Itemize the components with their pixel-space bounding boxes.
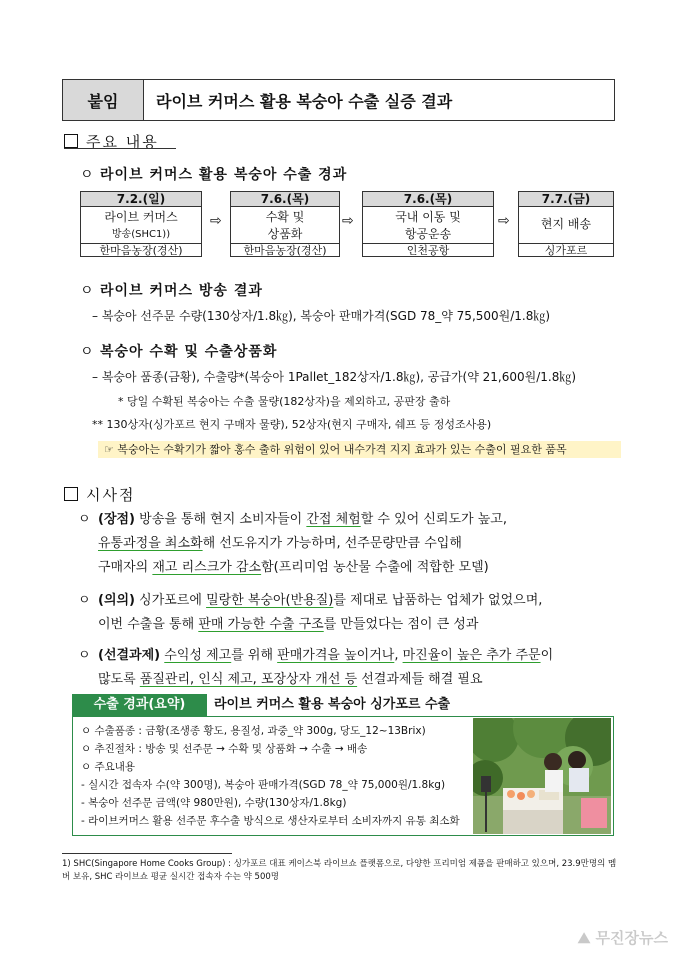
orchard-photo-illustration xyxy=(473,718,611,834)
paragraph-advantages: ㅇ (장점) 방송을 통해 현지 소비자들이 간접 체험할 수 있어 신뢰도가 높고, 유통과정을 최소화해 선도유지가 가능하며, 선주문량만큼 수입해 구매자의 재고 리스크가 감소함(프리미엄 농산물 수출에 적합한 모델) xyxy=(78,512,507,575)
summary-line: - 라이브커머스 활용 선주문 후수출 방식으로 생산자로부터 소비자까지 유통 최소화 xyxy=(81,815,460,827)
paragraph-significance: ㅇ (의의) 싱가포르에 밀랑한 복숭아(반용질)를 제대로 납품하는 업체가 없었으며, 이번 수출을 통해 판매 가능한 수출 구조를 만들었다는 점이 큰 성과 xyxy=(78,593,543,632)
summary-tag: 수출 경과(요약) xyxy=(72,694,207,716)
square-bullet-icon xyxy=(64,487,78,501)
broadcast-result-line: – 복숭아 선주문 수량(130상자/1.8㎏), 복숭아 판매가격(SGD 78_약 75,500원/1.8㎏) xyxy=(92,309,551,323)
flow-arrow-icon: ⇨ xyxy=(498,213,510,229)
footnote-divider xyxy=(62,853,232,854)
summary-line: ㅇ 수출품종 : 금황(조생종 황도, 용질성, 과중_약 300g, 당도_12~13Brix) xyxy=(81,725,426,737)
summary-line: - 복숭아 선주문 금액(약 980만원), 수량(130상자/1.8kg) xyxy=(81,797,347,809)
summary-box xyxy=(72,716,614,836)
document-header xyxy=(62,79,615,121)
harvest-footnote-1: * 당일 수확된 복숭아는 수출 물량(182상자)을 제외하고, 공판장 출하 xyxy=(118,395,451,408)
flow-step-delivery: 7.7.(금) 현지 배송 싱가포르 xyxy=(518,191,614,257)
summary-line: ㅇ 주요내용 xyxy=(81,761,136,773)
harvest-line: – 복숭아 품종(금황), 수출량*(복숭아 1Pallet_182상자/1.8㎏), 공급가(약 21,600원/1.8㎏) xyxy=(92,370,577,384)
section-main-content: 주요 내용 xyxy=(64,131,159,152)
sub-heading-export-progress: ㅇ 라이브 커머스 활용 복숭아 수출 경과 xyxy=(80,167,348,183)
attachment-tag: 붙임 xyxy=(63,80,144,120)
sub-heading-harvest: ㅇ 복숭아 수확 및 수출상품화 xyxy=(80,344,278,360)
footnote: 1) SHC(Singapore Home Cooks Group) : 싱가포르 대표 케이스북 라이브쇼 플랫폼으로, 다양한 프리미엄 제품을 판매하고 있으며, 23.9만명의 멤버 보유, SHC 라이브쇼 평균 실시간 접속자 수는 약 500명 xyxy=(62,859,617,882)
live-commerce-photo xyxy=(473,718,611,834)
summary-title: 라이브 커머스 활용 복숭아 싱가포르 수출 xyxy=(214,697,451,712)
section-underline xyxy=(64,148,176,149)
watermark-logo-icon: ⛰ xyxy=(577,929,591,947)
flow-step-transport: 7.6.(목) 국내 이동 및 항공운송 인천공항 xyxy=(362,191,494,257)
summary-line: ㅇ 추진절차 : 방송 및 선주문 → 수확 및 상품화 → 수출 → 배송 xyxy=(81,743,368,755)
sub-heading-broadcast-result: ㅇ 라이브 커머스 방송 결과 xyxy=(80,283,263,299)
paragraph-prerequisites: ㅇ (선결과제) 수익성 제고를 위해 판매가격을 높이거나, 마진율이 높은 추가 주문이 많도록 품질관리, 인식 제고, 포장상자 개선 등 선결과제들 해결 필요 xyxy=(78,648,554,687)
section-implications: 시사점 xyxy=(64,484,135,505)
summary-line: - 실시간 접속자 수(약 300명), 복숭아 판매가격(SGD 78_약 75,000원/1.8kg) xyxy=(81,779,446,791)
flow-arrow-icon: ⇨ xyxy=(342,213,354,229)
flow-step-broadcast: 7.2.(일) 라이브 커머스 방송(SHC1)) 한마음농장(경산) xyxy=(80,191,202,257)
peach-note: ☞ 복숭아는 수확기가 짧아 홍수 출하 위험이 있어 내수가격 지지 효과가 있는 수출이 필요한 품목 xyxy=(98,441,621,458)
watermark: ⛰ 무진장뉴스 xyxy=(577,929,668,947)
document-title: 라이브 커머스 활용 복숭아 수출 실증 결과 xyxy=(156,91,453,111)
export-flow-diagram xyxy=(80,191,615,257)
square-bullet-icon xyxy=(64,134,78,148)
flow-arrow-icon: ⇨ xyxy=(210,213,222,229)
harvest-footnote-2: ** 130상자(싱가포르 현지 구매자 물량), 52상자(현지 구매자, 쉐프 등 정성조사용) xyxy=(92,418,492,431)
flow-step-harvest: 7.6.(목) 수확 및 상품화 한마음농장(경산) xyxy=(230,191,340,257)
